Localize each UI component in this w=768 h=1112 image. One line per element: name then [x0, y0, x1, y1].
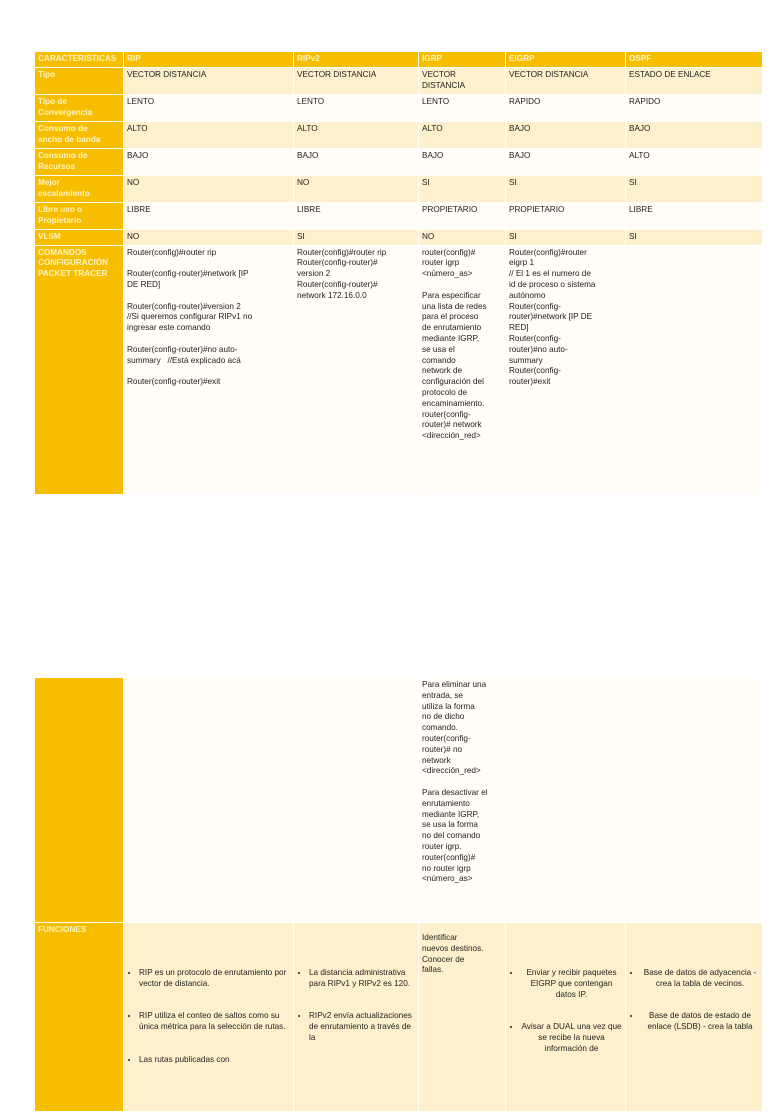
table-cell: BAJO — [506, 121, 626, 148]
table-cell — [506, 678, 626, 923]
funciones-eigrp-cell — [506, 923, 626, 1112]
table-row-funciones — [35, 923, 763, 1112]
table-cell: SI — [506, 175, 626, 202]
table-cell: router(config)# router igrp <número_as> Para especificar una lista de redes para el proceso de enrutamiento mediante IGRP, se usa el comando network de configuración del protocolo de encaminamiento. router(config- router)# network <dirección_red> — [419, 245, 506, 494]
table-cell: SI — [419, 175, 506, 202]
table-cell: Router(config)#router rip Router(config-router)# version 2 Router(config-router)# network 172.16.0.0 — [294, 245, 419, 494]
table-row — [35, 148, 763, 175]
header-caracteristicas: CARACTERISTICAS — [35, 52, 124, 68]
row-label: Consumo de Recursos — [35, 148, 124, 175]
table-cell: ALTO — [626, 148, 763, 175]
table-cell: SI — [626, 229, 763, 245]
table-cell: SI — [626, 175, 763, 202]
table-cell: ALTO — [294, 121, 419, 148]
header-igrp: IGRP — [419, 52, 506, 68]
table-row — [35, 245, 763, 494]
table-cell: NO — [124, 175, 294, 202]
table-cell: VECTOR DISTANCIA — [506, 67, 626, 94]
table-cell: VECTOR DISTANCIA — [294, 67, 419, 94]
header-rip: RIP — [124, 52, 294, 68]
table-cell: LIBRE — [124, 202, 294, 229]
table-cell: LIBRE — [626, 202, 763, 229]
table-row — [35, 94, 763, 121]
funciones-ripv2-list — [297, 947, 415, 1066]
table-cell: ALTO — [419, 121, 506, 148]
funciones-eigrp-list — [509, 947, 622, 1077]
table-row — [35, 67, 763, 94]
table-row — [35, 678, 763, 923]
list-item: • RIP es un protocolo de enrutamiento por vector de distancia. — [139, 968, 290, 990]
row-label — [35, 678, 124, 923]
protocol-comparison-table — [34, 51, 763, 495]
table-header-row — [35, 52, 763, 68]
table-cell: BAJO — [419, 148, 506, 175]
list-item: • Las rutas publicadas con — [139, 1055, 290, 1066]
header-ripv2: RIPv2 — [294, 52, 419, 68]
table-cell: ALTO — [124, 121, 294, 148]
row-label: Libre uso o Propietario — [35, 202, 124, 229]
table-cell: BAJO — [506, 148, 626, 175]
table-cell: Router(config)#router rip Router(config-router)#network [IP DE RED] Router(config-router)#version 2 //Si queremos configurar RIPv1 no ingresar este comando Router(config-router)#no auto- summary //Está explicado acá Router(config-router)#exit — [124, 245, 294, 494]
table-cell: SI — [506, 229, 626, 245]
list-item: • RIPv2 envía actualizaciones de enrutamiento a través de la — [309, 1011, 415, 1043]
funciones-igrp-cell: Identificar nuevos destinos. Conocer de fallas. — [419, 923, 506, 1112]
table-cell: VECTOR DISTANCIA — [419, 67, 506, 94]
funciones-rip-cell — [124, 923, 294, 1112]
row-label: Consumo de ancho de banda — [35, 121, 124, 148]
list-item: • RIP utiliza el conteo de saltos como su única métrica para la selección de rutas. — [139, 1011, 290, 1033]
table-row — [35, 121, 763, 148]
table-cell: LIBRE — [294, 202, 419, 229]
funciones-ospf-cell — [626, 923, 763, 1112]
funciones-rip-list — [127, 947, 290, 1087]
table-cell: PROPIETARIO — [419, 202, 506, 229]
table-cell: SI — [294, 229, 419, 245]
table-cell — [626, 245, 763, 494]
funciones-ripv2-cell — [294, 923, 419, 1112]
table-cell — [124, 678, 294, 923]
funciones-ospf-list — [629, 947, 759, 1055]
row-label: Tipo de Convergencia — [35, 94, 124, 121]
row-label: COMANDOS CONFIGURACIÓN PACKET TRACER — [35, 245, 124, 494]
list-item: • Enviar y recibir paquetes EIGRP que contengan datos IP. — [521, 968, 622, 1000]
header-eigrp: EIGRP — [506, 52, 626, 68]
list-item: • La distancia administrativa para RIPv1 y RIPv2 es 120. — [309, 968, 415, 990]
list-item: • Avisar a DUAL una vez que se recibe la nueva información de — [521, 1022, 622, 1054]
table-cell: BAJO — [626, 121, 763, 148]
table-cell: LENTO — [124, 94, 294, 121]
row-label-funciones: FUNCIONES — [35, 923, 124, 1112]
table-cell: LENTO — [419, 94, 506, 121]
table-cell: PROPIETARIO — [506, 202, 626, 229]
header-ospf: OSPF — [626, 52, 763, 68]
table-cell: BAJO — [294, 148, 419, 175]
table-row — [35, 229, 763, 245]
table-cell: RAPIDO — [626, 94, 763, 121]
table-cell: NO — [419, 229, 506, 245]
table-cell: NO — [124, 229, 294, 245]
table-cell: Para eliminar una entrada, se utiliza la forma no de dicho comando. router(config- router)# no network <dirección_red> Para desactivar el enrutamiento mediante IGRP, se usa la forma no del comando router igrp. router(config)# no router igrp <número_as> — [419, 678, 506, 923]
list-item: • Base de datos de adyacencia - crea la tabla de vecinos. — [641, 968, 759, 990]
table-cell — [626, 678, 763, 923]
table-cell: ESTADO DE ENLACE — [626, 67, 763, 94]
table-cell — [294, 678, 419, 923]
table-cell: Router(config)#router eigrp 1 // El 1 es el numero de id de proceso o sistema autónomo Router(config- router)#network [IP DE RED] Router(config- router)#no auto- summary Router(config- router)#exit — [506, 245, 626, 494]
table-cell: VECTOR DISTANCIA — [124, 67, 294, 94]
table-cell: RAPIDO — [506, 94, 626, 121]
table-cell: NO — [294, 175, 419, 202]
list-item: • Base de datos de estado de enlace (LSDB) - crea la tabla — [641, 1011, 759, 1033]
table-row — [35, 175, 763, 202]
row-label: Mejor escalamiento — [35, 175, 124, 202]
table-cell: BAJO — [124, 148, 294, 175]
table-row — [35, 202, 763, 229]
table-cell: LENTO — [294, 94, 419, 121]
protocol-comparison-table-continued — [34, 677, 763, 1112]
row-label: VLSM — [35, 229, 124, 245]
row-label: Tipo — [35, 67, 124, 94]
